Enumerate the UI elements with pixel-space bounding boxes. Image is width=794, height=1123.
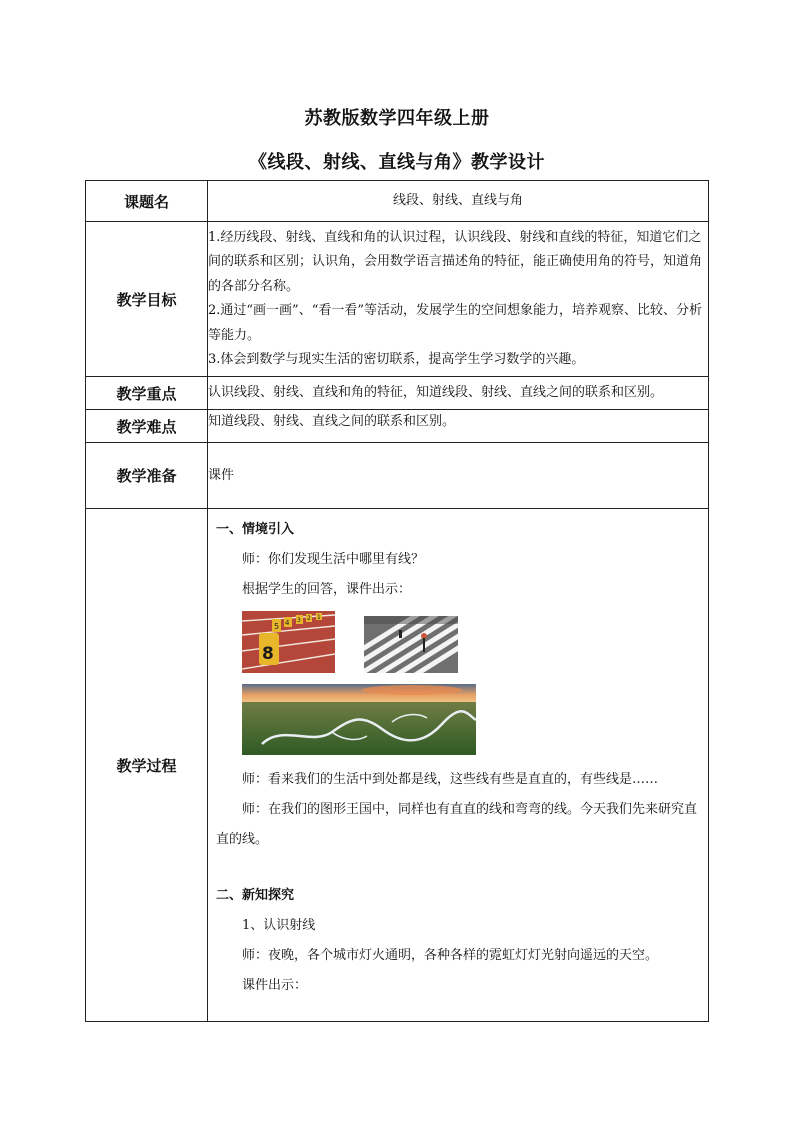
section1-question: 师：你们发现生活中哪里有线？ [242,552,425,567]
running-track-image [242,611,335,673]
track-number-3: 3 [297,617,301,624]
doc-title-line1: 苏教版数学四年级上册 [304,108,490,129]
track-number-2: 2 [307,615,311,622]
key-points-value: 认识线段、射线、直线和角的特征，知道线段、射线、直线之间的联系和区别。 [208,377,709,410]
objective-2: 2.通过“画一画”、“看一看”等活动，发展学生的空间想象能力，培养观察、比较、分析等能力。 [208,303,702,343]
section1-remark: 师：看来我们的生活中到处都是线，这些线有些是直直的，有些线是…… [242,772,659,787]
track-number-1: 1 [317,614,321,621]
section2-night: 师：夜晚，各个城市灯火通明，各种各样的霓虹灯灯光射向遥远的天空。 [242,948,659,963]
preparation-label: 教学准备 [86,443,208,509]
track-number-5: 5 [274,622,280,631]
process-cell [208,509,709,1022]
key-points-label: 教学重点 [86,377,208,410]
topic-value: 线段、射线、直线与角 [208,181,709,222]
section1-show: 根据学生的回答，课件出示： [242,582,412,597]
difficulty-value: 知道线段、射线、直线之间的联系和区别。 [208,410,709,443]
objectives-cell [208,222,709,377]
track-number-8: 8 [262,644,274,664]
track-number-4: 4 [285,619,290,627]
section2-subheading: 1、认识射线 [242,918,316,933]
lesson-plan-table [85,180,709,1022]
section2-heading: 二、新知探究 [216,888,295,903]
doc-title-line2: 《线段、射线、直线与角》教学设计 [249,152,545,173]
topic-label: 课题名 [86,181,208,222]
objective-3: 3.体会到数学与现实生活的密切联系，提高学生学习数学的兴趣。 [208,352,585,367]
section2-show: 课件出示： [242,978,308,993]
section1-graphics: 师：在我们的图形王国中，同样也有直直的线和弯弯的线。今天我们先来研究直直的线。 [216,802,698,847]
crosswalk-image [364,616,458,673]
photo-group [216,605,700,765]
section1-heading: 一、情境引入 [216,522,295,537]
preparation-value: 课件 [208,443,709,509]
spacer [216,855,700,881]
difficulty-label: 教学难点 [86,410,208,443]
process-label: 教学过程 [86,509,208,1022]
objective-1: 1.经历线段、射线、直线和角的认识过程，认识线段、射线和直线的特征，知道它们之间的联系和区别；认识角，会用数学语言描述角的特征，能正确使用角的符号，知道角的各部分名称。 [208,229,703,294]
grassland-river-image [242,684,476,755]
objectives-label: 教学目标 [86,222,208,377]
